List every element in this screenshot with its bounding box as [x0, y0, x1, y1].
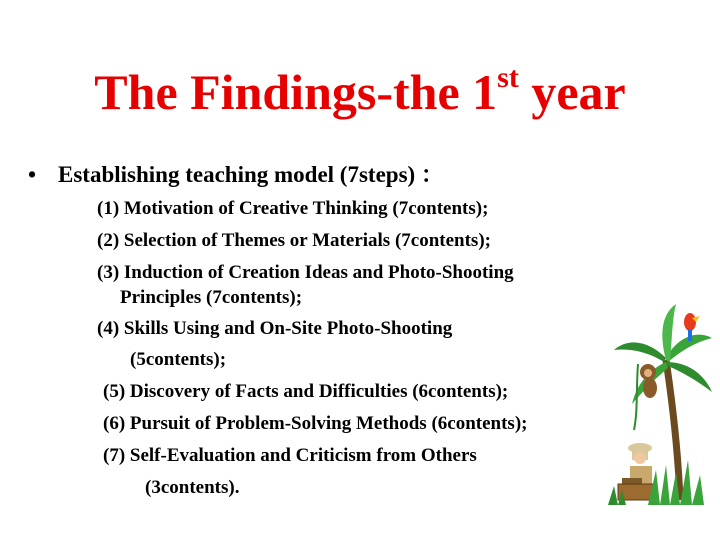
- step-1: (1) Motivation of Creative Thinking (7contents);: [97, 198, 489, 219]
- bullet-text: Establishing teaching model (7steps) ：: [58, 162, 444, 187]
- step-4: (4) Skills Using and On-Site Photo-Shooting: [97, 318, 453, 339]
- title-superscript: st: [497, 61, 519, 94]
- step-5: (5) Discovery of Facts and Difficulties (6contents);: [103, 381, 509, 402]
- bullet-item: [28, 160, 444, 190]
- title-main: The Findings-the 1: [94, 64, 498, 120]
- bullet-icon: •: [28, 162, 37, 187]
- step-2: (2) Selection of Themes or Materials (7contents);: [97, 230, 491, 251]
- jungle-explorer-icon: [608, 300, 716, 505]
- slide-title: [0, 62, 720, 122]
- step-3-continuation: Principles (7contents);: [120, 287, 303, 308]
- step-7-continuation: (3contents).: [145, 477, 240, 498]
- step-7: (7) Self-Evaluation and Criticism from Others: [103, 445, 477, 466]
- step-3: (3) Induction of Creation Ideas and Photo-Shooting: [97, 262, 514, 283]
- title-end: year: [518, 64, 626, 120]
- step-6: (6) Pursuit of Problem-Solving Methods (6contents);: [103, 413, 528, 434]
- step-4-continuation: (5contents);: [130, 349, 227, 370]
